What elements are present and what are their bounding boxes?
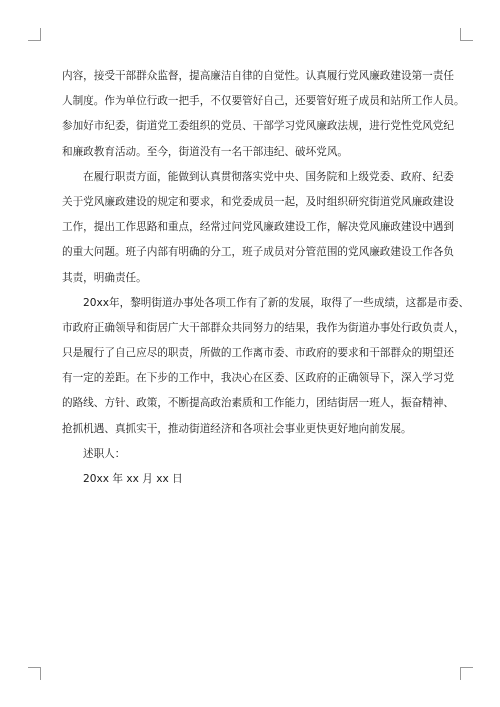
document-body <box>62 64 470 492</box>
crop-mark-top-right <box>460 28 473 41</box>
text-line: 20xx年，黎明街道办事处各项工作有了新的发展，取得了一些成绩，这都是市委、 <box>83 296 470 309</box>
text-line: 人制度。作为单位行政一把手，不仅要管好自己，还要管好班子成员和站所工作人员。 <box>62 95 465 108</box>
text-line: 其责，明确责任。 <box>62 271 147 284</box>
text-line: 关于党风廉政建设的规定和要求，和党委成员一起，及时组织研究街道党风廉政建设 <box>62 195 454 208</box>
text-line: 20xx 年 xx 月 xx 日 <box>83 473 183 485</box>
text-line: 市政府正确领导和街居广大干部群众共同努力的结果，我作为街道办事处行政负责人， <box>62 321 465 334</box>
text-line: 只是履行了自己应尽的职责，所做的工作离市委、市政府的要求和干部群众的期望还 <box>62 347 454 360</box>
crop-mark-top-left <box>28 28 41 41</box>
crop-mark-bottom-left <box>28 667 41 680</box>
text-line: 的重大问题。班子内部有明确的分工，班子成员对分管范围的党风廉政建设工作各负 <box>62 246 454 259</box>
text-line: 在履行职责方面，能做到认真贯彻落实党中央、国务院和上级党委、政府、纪委 <box>83 170 454 183</box>
crop-mark-bottom-right <box>460 667 473 680</box>
text-line: 内容，接受干部群众监督，提高廉洁自律的自觉性。认真履行党风廉政建设第一责任 <box>62 70 454 82</box>
text-line: 的路线、方针、政策，不断提高政治素质和工作能力，团结街居一班人，振奋精神、 <box>62 397 454 410</box>
text-line: 和廉政教育活动。至今，街道没有一名干部违纪、破坏党风。 <box>62 145 349 158</box>
text-line: 述职人： <box>83 447 126 460</box>
text-line: 有一定的差距。在下步的工作中，我决心在区委、区政府的正确领导下，深入学习党 <box>62 372 454 385</box>
text-line: 参加好市纪委，街道党工委组织的党员、干部学习党风廉政法规，进行党性党风党纪 <box>62 120 454 133</box>
text-line: 工作，提出工作思路和重点，经常过问党风廉政建设工作，解决党风廉政建设中遇到 <box>62 221 454 234</box>
text-line: 抢抓机遇、真抓实干，推动街道经济和各项社会事业更快更好地向前发展。 <box>62 422 412 435</box>
